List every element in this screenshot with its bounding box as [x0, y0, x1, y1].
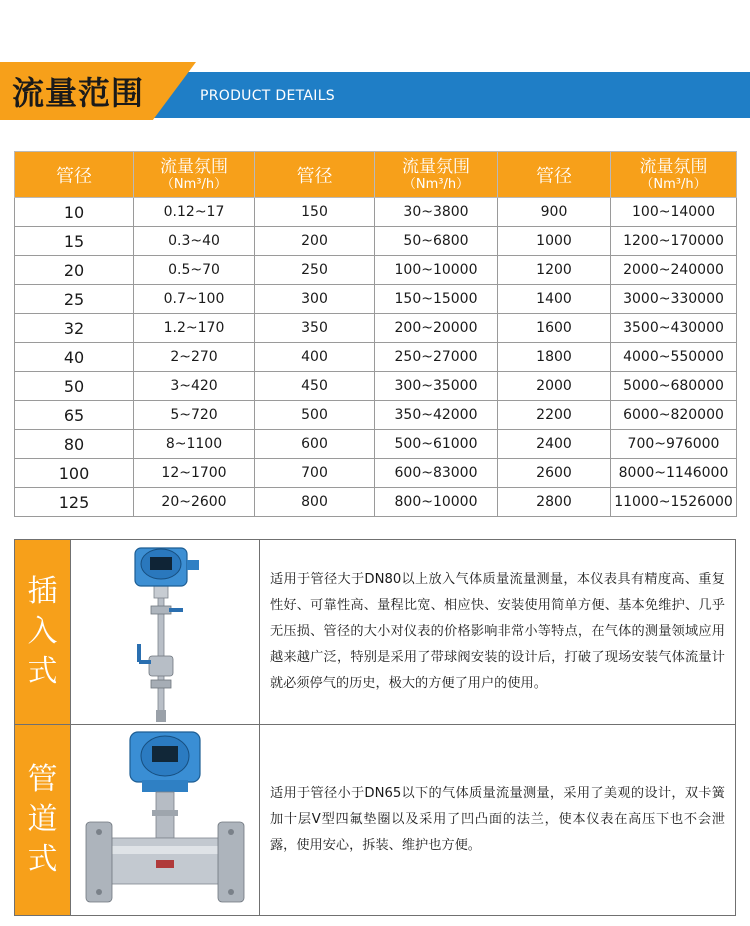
table-cell-flow: 5~720: [134, 401, 255, 430]
header-dn: 管径: [255, 152, 375, 198]
table-cell-dn: 25: [15, 285, 134, 314]
table-cell-dn: 500: [255, 401, 375, 430]
table-cell-dn: 32: [15, 314, 134, 343]
table-cell-dn: 65: [15, 401, 134, 430]
header-flow-label: 流量氛围: [639, 156, 708, 177]
header-flow-unit: （Nm³/h）: [640, 176, 707, 192]
table-cell-flow: 150~15000: [375, 285, 498, 314]
table-cell-dn: 125: [15, 488, 134, 517]
table-cell-dn: 350: [255, 314, 375, 343]
table-cell-dn: 1000: [498, 227, 611, 256]
product-pipeline: [14, 724, 736, 916]
table-cell-dn: 300: [255, 285, 375, 314]
table-cell-flow: 12~1700: [134, 459, 255, 488]
table-cell-flow: 2~270: [134, 343, 255, 372]
table-cell-dn: 1800: [498, 343, 611, 372]
table-cell-dn: 800: [255, 488, 375, 517]
section-title: 流量范围: [12, 74, 145, 112]
section-subtitle: PRODUCT DETAILS: [200, 88, 335, 104]
table-cell-flow: 100~10000: [375, 256, 498, 285]
pipeline-flowmeter-image: [80, 726, 250, 914]
table-row: [15, 227, 737, 256]
table-cell-dn: 100: [15, 459, 134, 488]
table-cell-dn: 20: [15, 256, 134, 285]
table-cell-flow: 800~10000: [375, 488, 498, 517]
product-label-char: 式: [27, 654, 58, 689]
table-header-row: [15, 152, 737, 198]
product-image-cell: [71, 540, 260, 724]
table-cell-dn: 1400: [498, 285, 611, 314]
table-cell-flow: 2000~240000: [611, 256, 737, 285]
table-cell-dn: 2400: [498, 430, 611, 459]
table-cell-dn: 250: [255, 256, 375, 285]
table-cell-flow: 200~20000: [375, 314, 498, 343]
table-cell-flow: 1.2~170: [134, 314, 255, 343]
table-cell-flow: 8~1100: [134, 430, 255, 459]
table-cell-flow: 600~83000: [375, 459, 498, 488]
table-cell-dn: 2800: [498, 488, 611, 517]
table-row: [15, 343, 737, 372]
product-label-char: 道: [27, 802, 58, 837]
product-label-char: 插: [27, 574, 58, 609]
table-cell-flow: 30~3800: [375, 198, 498, 227]
table-row: [15, 430, 737, 459]
header-flow: [134, 152, 255, 198]
table-row: [15, 488, 737, 517]
header-dn: 管径: [498, 152, 611, 198]
table-cell-flow: 350~42000: [375, 401, 498, 430]
table-cell-flow: 0.5~70: [134, 256, 255, 285]
table-cell-dn: 80: [15, 430, 134, 459]
product-label: [15, 725, 71, 915]
table-cell-flow: 700~976000: [611, 430, 737, 459]
header-flow-label: 流量氛围: [402, 156, 470, 177]
header-flow-unit: （Nm³/h）: [160, 176, 228, 192]
table-cell-dn: 700: [255, 459, 375, 488]
header-flow-unit: （Nm³/h）: [402, 176, 470, 192]
table-cell-dn: 15: [15, 227, 134, 256]
table-cell-dn: 2600: [498, 459, 611, 488]
table-cell-flow: 1200~170000: [611, 227, 737, 256]
insertion-flowmeter-image: [105, 540, 225, 724]
table-cell-dn: 200: [255, 227, 375, 256]
table-cell-flow: 3000~330000: [611, 285, 737, 314]
table-cell-flow: 50~6800: [375, 227, 498, 256]
table-cell-flow: 500~61000: [375, 430, 498, 459]
table-cell-dn: 600: [255, 430, 375, 459]
table-cell-flow: 8000~1146000: [611, 459, 737, 488]
table-cell-flow: 4000~550000: [611, 343, 737, 372]
table-row: [15, 256, 737, 285]
product-label-char: 管: [27, 762, 58, 797]
table-row: [15, 198, 737, 227]
table-cell-flow: 20~2600: [134, 488, 255, 517]
table-cell-dn: 40: [15, 343, 134, 372]
table-cell-flow: 0.7~100: [134, 285, 255, 314]
table-cell-flow: 5000~680000: [611, 372, 737, 401]
table-cell-flow: 0.3~40: [134, 227, 255, 256]
product-insertion: [14, 539, 736, 725]
table-row: [15, 285, 737, 314]
product-description: 适用于管径小于DN65以下的气体质量流量测量，采用了美观的设计，双卡簧加十层V型四氟垫圈以及采用了凹凸面的法兰，使本仪表在高压下也不会泄露，使用安心，拆装、维护也方便。: [270, 786, 725, 853]
product-label-char: 式: [27, 842, 58, 877]
header-flow: [611, 152, 737, 198]
table-cell-flow: 300~35000: [375, 372, 498, 401]
table-cell-flow: 3~420: [134, 372, 255, 401]
flow-range-table: [14, 151, 737, 517]
table-cell-flow: 3500~430000: [611, 314, 737, 343]
table-cell-flow: 11000~1526000: [611, 488, 737, 517]
table-cell-flow: 6000~820000: [611, 401, 737, 430]
table-cell-dn: 10: [15, 198, 134, 227]
header-flow: [375, 152, 498, 198]
table-cell-dn: 1600: [498, 314, 611, 343]
header-dn: 管径: [15, 152, 134, 198]
product-image-cell: [71, 725, 260, 915]
table-cell-flow: 100~14000: [611, 198, 737, 227]
table-cell-dn: 2000: [498, 372, 611, 401]
product-label-char: 入: [27, 614, 58, 649]
table-cell-dn: 900: [498, 198, 611, 227]
table-cell-dn: 400: [255, 343, 375, 372]
table-cell-dn: 1200: [498, 256, 611, 285]
table-row: [15, 372, 737, 401]
product-label: [15, 540, 71, 724]
table-row: [15, 314, 737, 343]
flow-range-table-body: [15, 198, 737, 517]
product-description: 适用于管径大于DN80以上放入气体质量流量测量，本仪表具有精度高、重复性好、可靠性高、量程比宽、相应快、安装使用简单方便、基本免维护、几乎无压损、管径的大小对仪表的价格影响非常小等特点，在气体的测量领域应用越来越广泛，特别是采用了带球阀安装的设计后，打破了现场安装气体流量计就必须停气的历史，极大的方便了用户的使用。: [270, 572, 725, 691]
table-cell-dn: 150: [255, 198, 375, 227]
table-cell-dn: 450: [255, 372, 375, 401]
table-cell-dn: 50: [15, 372, 134, 401]
table-cell-dn: 2200: [498, 401, 611, 430]
section-header-banner: [0, 62, 750, 120]
table-row: [15, 459, 737, 488]
header-flow-label: 流量氛围: [160, 156, 228, 177]
table-cell-flow: 0.12~17: [134, 198, 255, 227]
table-row: [15, 401, 737, 430]
table-cell-flow: 250~27000: [375, 343, 498, 372]
